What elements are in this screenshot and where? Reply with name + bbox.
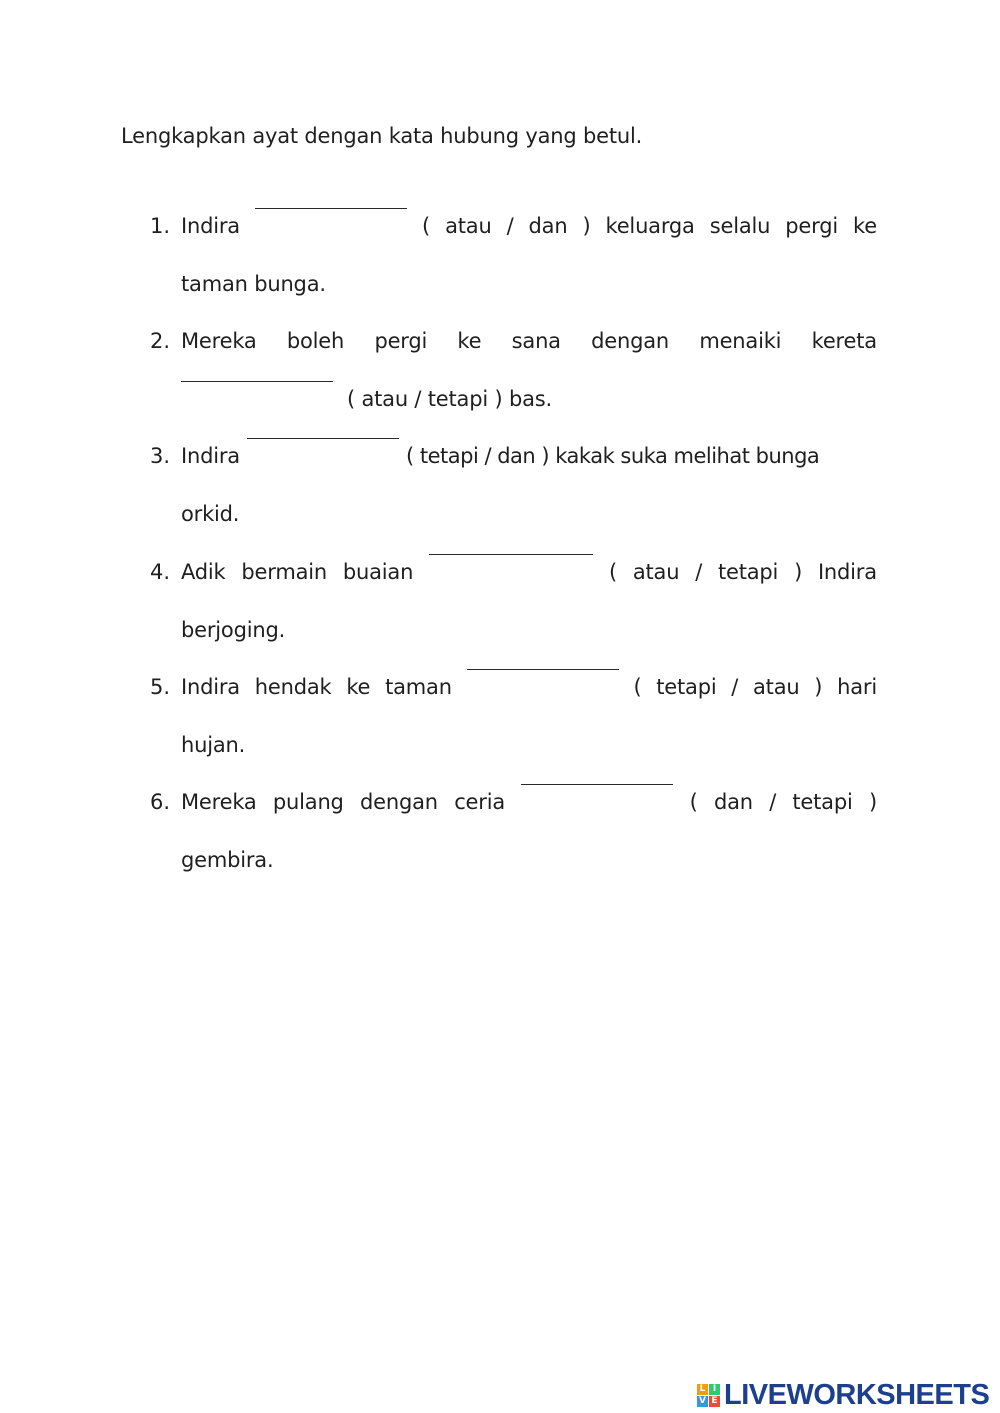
question-number: 4. [150,560,171,584]
word: kereta [811,329,877,353]
word: taman [385,675,452,699]
word: ( [422,214,431,238]
word: hujan. [181,733,246,757]
option-word: atau [753,675,800,699]
word: / [695,560,703,584]
word: berjoging. [181,618,286,642]
question-line [181,845,877,875]
liveworksheets-logo-icon: L I V E [697,1384,720,1407]
word: menaiki [699,329,782,353]
question-line [181,441,877,471]
logo-text: LIVEWORKSHEETS [724,1378,990,1411]
question-line [181,672,877,702]
word: orkid. [181,502,240,526]
word: ke [853,214,877,238]
word: / [769,790,777,814]
question-line [181,787,877,817]
option-word: dan [713,790,753,814]
word: sana [511,329,561,353]
word: Indira [181,675,240,699]
answer-blank-1[interactable] [255,207,407,209]
word: ( [633,675,642,699]
word: buaian [342,560,414,584]
word: Adik [181,560,226,584]
word: taman bunga. [181,272,326,296]
question-line [181,384,877,414]
word: bermain [241,560,327,584]
question-line [181,269,877,299]
option-word: atau [632,560,680,584]
question-line [181,615,877,645]
question-line [181,730,877,760]
word: Indira [181,214,240,238]
word: gembira. [181,848,274,872]
word: pergi [785,214,838,238]
question-line [181,499,877,529]
option-word: dan [528,214,568,238]
option-word: tetapi [717,560,779,584]
word: ke [457,329,482,353]
answer-blank-2[interactable] [181,380,333,382]
word: pergi [374,329,428,353]
word: ( tetapi / dan ) kakak suka melihat bunga [405,444,820,468]
answer-blank-3[interactable] [247,437,399,439]
question-number: 6. [150,790,171,814]
word: Indira [817,560,877,584]
word: ( [689,790,698,814]
word: ceria [454,790,506,814]
word: boleh [286,329,345,353]
word: pulang [272,790,344,814]
word: hendak [254,675,332,699]
word: ke [346,675,371,699]
word: / [731,675,739,699]
question-line [181,211,877,241]
word: ) [582,214,591,238]
answer-blank-5[interactable] [467,668,619,670]
word: hari [837,675,877,699]
word: keluarga [605,214,695,238]
word: Mereka [181,329,257,353]
answer-blank-4[interactable] [429,553,593,555]
word: dengan [591,329,670,353]
question-line [181,326,877,356]
question-number: 2. [150,329,171,353]
option-word: tetapi [656,675,717,699]
word: Indira [181,444,240,468]
instruction-text: Lengkapkan ayat dengan kata hubung yang betul. [121,124,643,148]
word: dengan [360,790,438,814]
word: ) [814,675,823,699]
answer-blank-6[interactable] [521,783,673,785]
word: ( [608,560,617,584]
question-line [181,557,877,587]
word: Mereka [181,790,257,814]
option-word: atau [445,214,492,238]
liveworksheets-logo [697,1378,989,1412]
option-word: tetapi [792,790,853,814]
word: / [506,214,514,238]
question-number: 3. [150,444,171,468]
question-number: 1. [150,214,171,238]
word: ( atau / tetapi ) bas. [347,387,552,411]
question-number: 5. [150,675,171,699]
word: ) [794,560,803,584]
word: selalu [709,214,771,238]
word: ) [868,790,877,814]
